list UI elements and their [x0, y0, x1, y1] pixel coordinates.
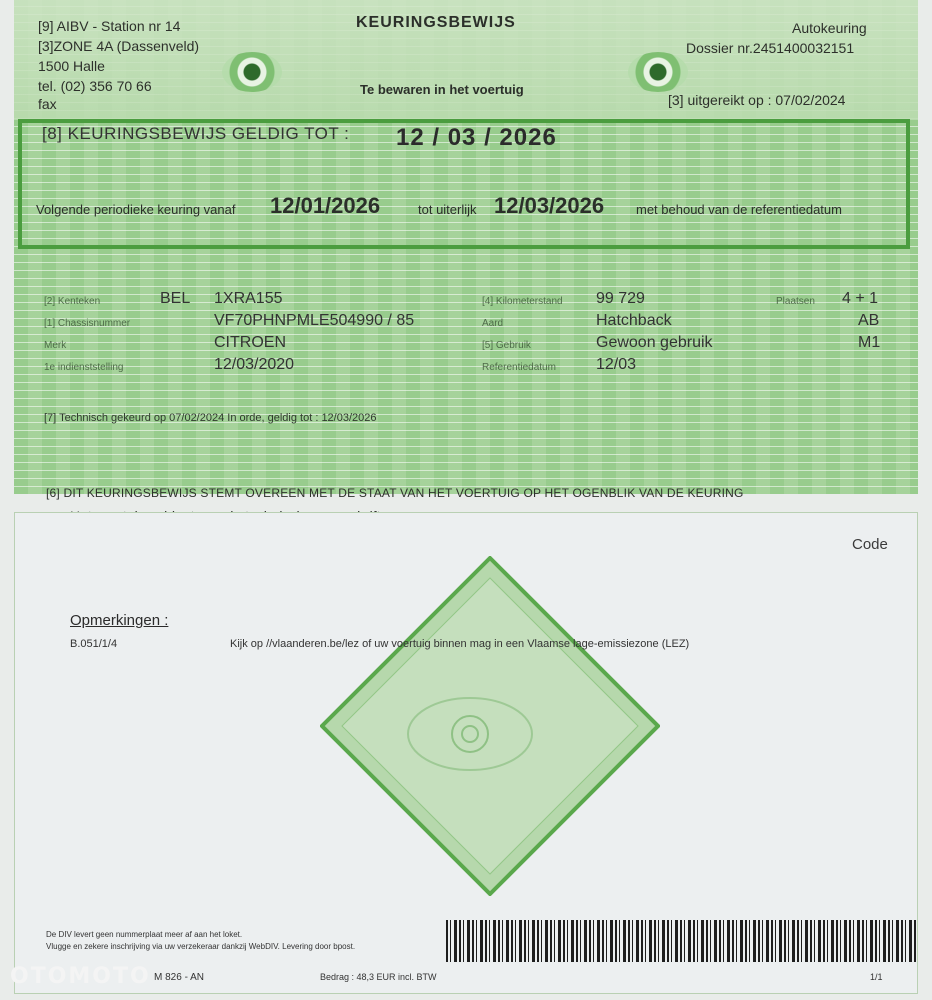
ref-date-value: 12/03: [596, 356, 637, 373]
next-inspection-suffix: met behoud van de referentiedatum: [636, 202, 842, 217]
footer-line-2: Vlugge en zekere inschrijving via uw verzekeraar dankzij WebDIV. Levering door bpost.: [46, 942, 356, 951]
next-inspection-to: 12/03/2026: [494, 193, 605, 218]
station-address: [3]ZONE 4A (Dassenveld): [38, 38, 200, 54]
plate-label: [2] Kenteken: [44, 296, 101, 307]
inspection-type: Autokeuring: [792, 20, 867, 36]
next-inspection-from: 12/01/2026: [270, 193, 381, 218]
chassis-value: VF70PHNPMLE504990 / 85: [214, 312, 415, 329]
station-fax: fax: [38, 96, 57, 112]
validity-label: [8] KEURINGSBEWIJS GELDIG TOT :: [42, 124, 350, 143]
chassis-label: [1] Chassisnummer: [44, 318, 131, 329]
remarks-heading: Opmerkingen :: [70, 612, 169, 629]
make-value: CITROEN: [214, 334, 286, 351]
form-number: M 826 - AN: [154, 972, 205, 983]
conformity-statement: [6] DIT KEURINGSBEWIJS STEMT OVEREEN MET DE STAAT VAN HET VOERTUIG OP HET OGENBLIK VAN DE KEURING: [46, 486, 744, 500]
type-value: Hatchback: [596, 312, 672, 329]
watermark-logo: OTOMOTO: [10, 964, 151, 989]
code-label: Code: [852, 536, 888, 553]
category-m1: M1: [858, 334, 881, 351]
technical-check-line: [7] Technisch gekeurd op 07/02/2024 In orde, geldig tot : 12/03/2026: [44, 412, 377, 424]
station-city: 1500 Halle: [38, 58, 105, 74]
amount: Bedrag : 48,3 EUR incl. BTW: [320, 972, 437, 982]
seats-label: Plaatsen: [776, 296, 815, 307]
category-ab: AB: [858, 312, 880, 329]
station-name: [9] AIBV - Station nr 14: [38, 18, 181, 34]
ref-date-label: Referentiedatum: [482, 362, 556, 373]
barcode: [446, 920, 916, 962]
document-subtitle: Te bewaren in het voertuig: [360, 82, 524, 97]
plate-value: 1XRA155: [214, 290, 283, 307]
type-label: Aard: [482, 318, 504, 329]
next-inspection-prefix: Volgende periodieke keuring vanaf: [36, 202, 236, 217]
station-phone: tel. (02) 356 70 66: [38, 78, 152, 94]
use-value: Gewoon gebruik: [596, 334, 713, 351]
footer-line-1: De DIV levert geen nummerplaat meer af aan het loket.: [46, 930, 243, 939]
page-number: 1/1: [870, 972, 883, 982]
use-label: [5] Gebruik: [482, 340, 531, 351]
km-value: 99 729: [596, 290, 645, 307]
eye-logo-left-icon: [222, 52, 282, 92]
service-date-value: 12/03/2020: [214, 356, 295, 373]
seats-value: 4 + 1: [842, 290, 879, 307]
remark-text: Kijk op //vlaanderen.be/lez of uw voertuig binnen mag in een Vlaamse lage-emissiezone (LEZ): [230, 638, 690, 650]
remark-code: B.051/1/4: [70, 638, 118, 650]
document-title: KEURINGSBEWIJS: [356, 14, 516, 31]
make-label: Merk: [44, 340, 67, 351]
service-date-label: 1e indienststelling: [44, 362, 124, 373]
km-label: [4] Kilometerstand: [482, 296, 563, 307]
eye-logo-right-icon: [628, 52, 688, 92]
next-inspection-mid: tot uiterlijk: [418, 202, 477, 217]
validity-date: 12 / 03 / 2026: [396, 124, 557, 151]
security-diamond-icon: [320, 556, 660, 896]
dossier-number: Dossier nr.2451400032151: [686, 40, 855, 56]
plate-country: BEL: [160, 290, 191, 307]
issue-date: [3] uitgereikt op : 07/02/2024: [668, 92, 846, 108]
